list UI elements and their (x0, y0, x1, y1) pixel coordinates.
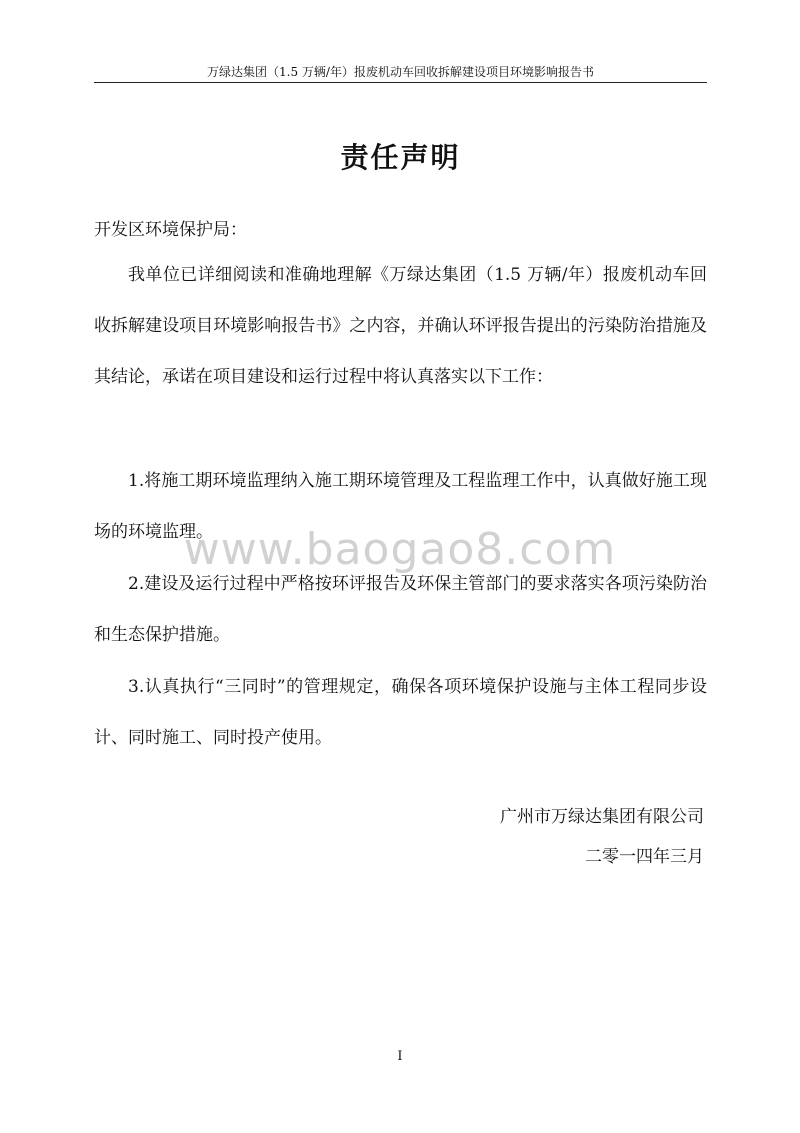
signature-company: 广州市万绿达集团有限公司 (500, 807, 704, 827)
page-number: I (397, 1049, 403, 1064)
header-rule (94, 82, 707, 83)
commitment-item-2: 2.建设及运行过程中严格按环评报告及环保主管部门的要求落实各项污染防治和生态保护措施。 (94, 574, 707, 645)
commitment-item-3: 3.认真执行“三同时”的管理规定，确保各项环境保护设施与主体工程同步设计、同时施工、同时投产使用。 (94, 677, 707, 748)
statement-paragraph: 我单位已详细阅读和准确地理解《万绿达集团（1.5 万辆/年）报废机动车回收拆解建设项目环境影响报告书》之内容，并确认环评报告提出的污染防治措施及其结论，承诺在项目建设和运行过程中将认真落实以下工作： (94, 265, 707, 387)
signature-date: 二零一四年三月 (585, 847, 704, 867)
running-header: 万绿达集团（1.5 万辆/年）报废机动车回收拆解建设项目环境影响报告书 (207, 65, 594, 79)
watermark: www.baogao8.com (183, 524, 617, 575)
document-title: 责任声明 (340, 141, 461, 174)
salutation: 开发区环境保护局： (94, 220, 247, 240)
commitment-item-1: 1.将施工期环境监理纳入施工期环境管理及工程监理工作中，认真做好施工现场的环境监理。 (94, 471, 707, 542)
